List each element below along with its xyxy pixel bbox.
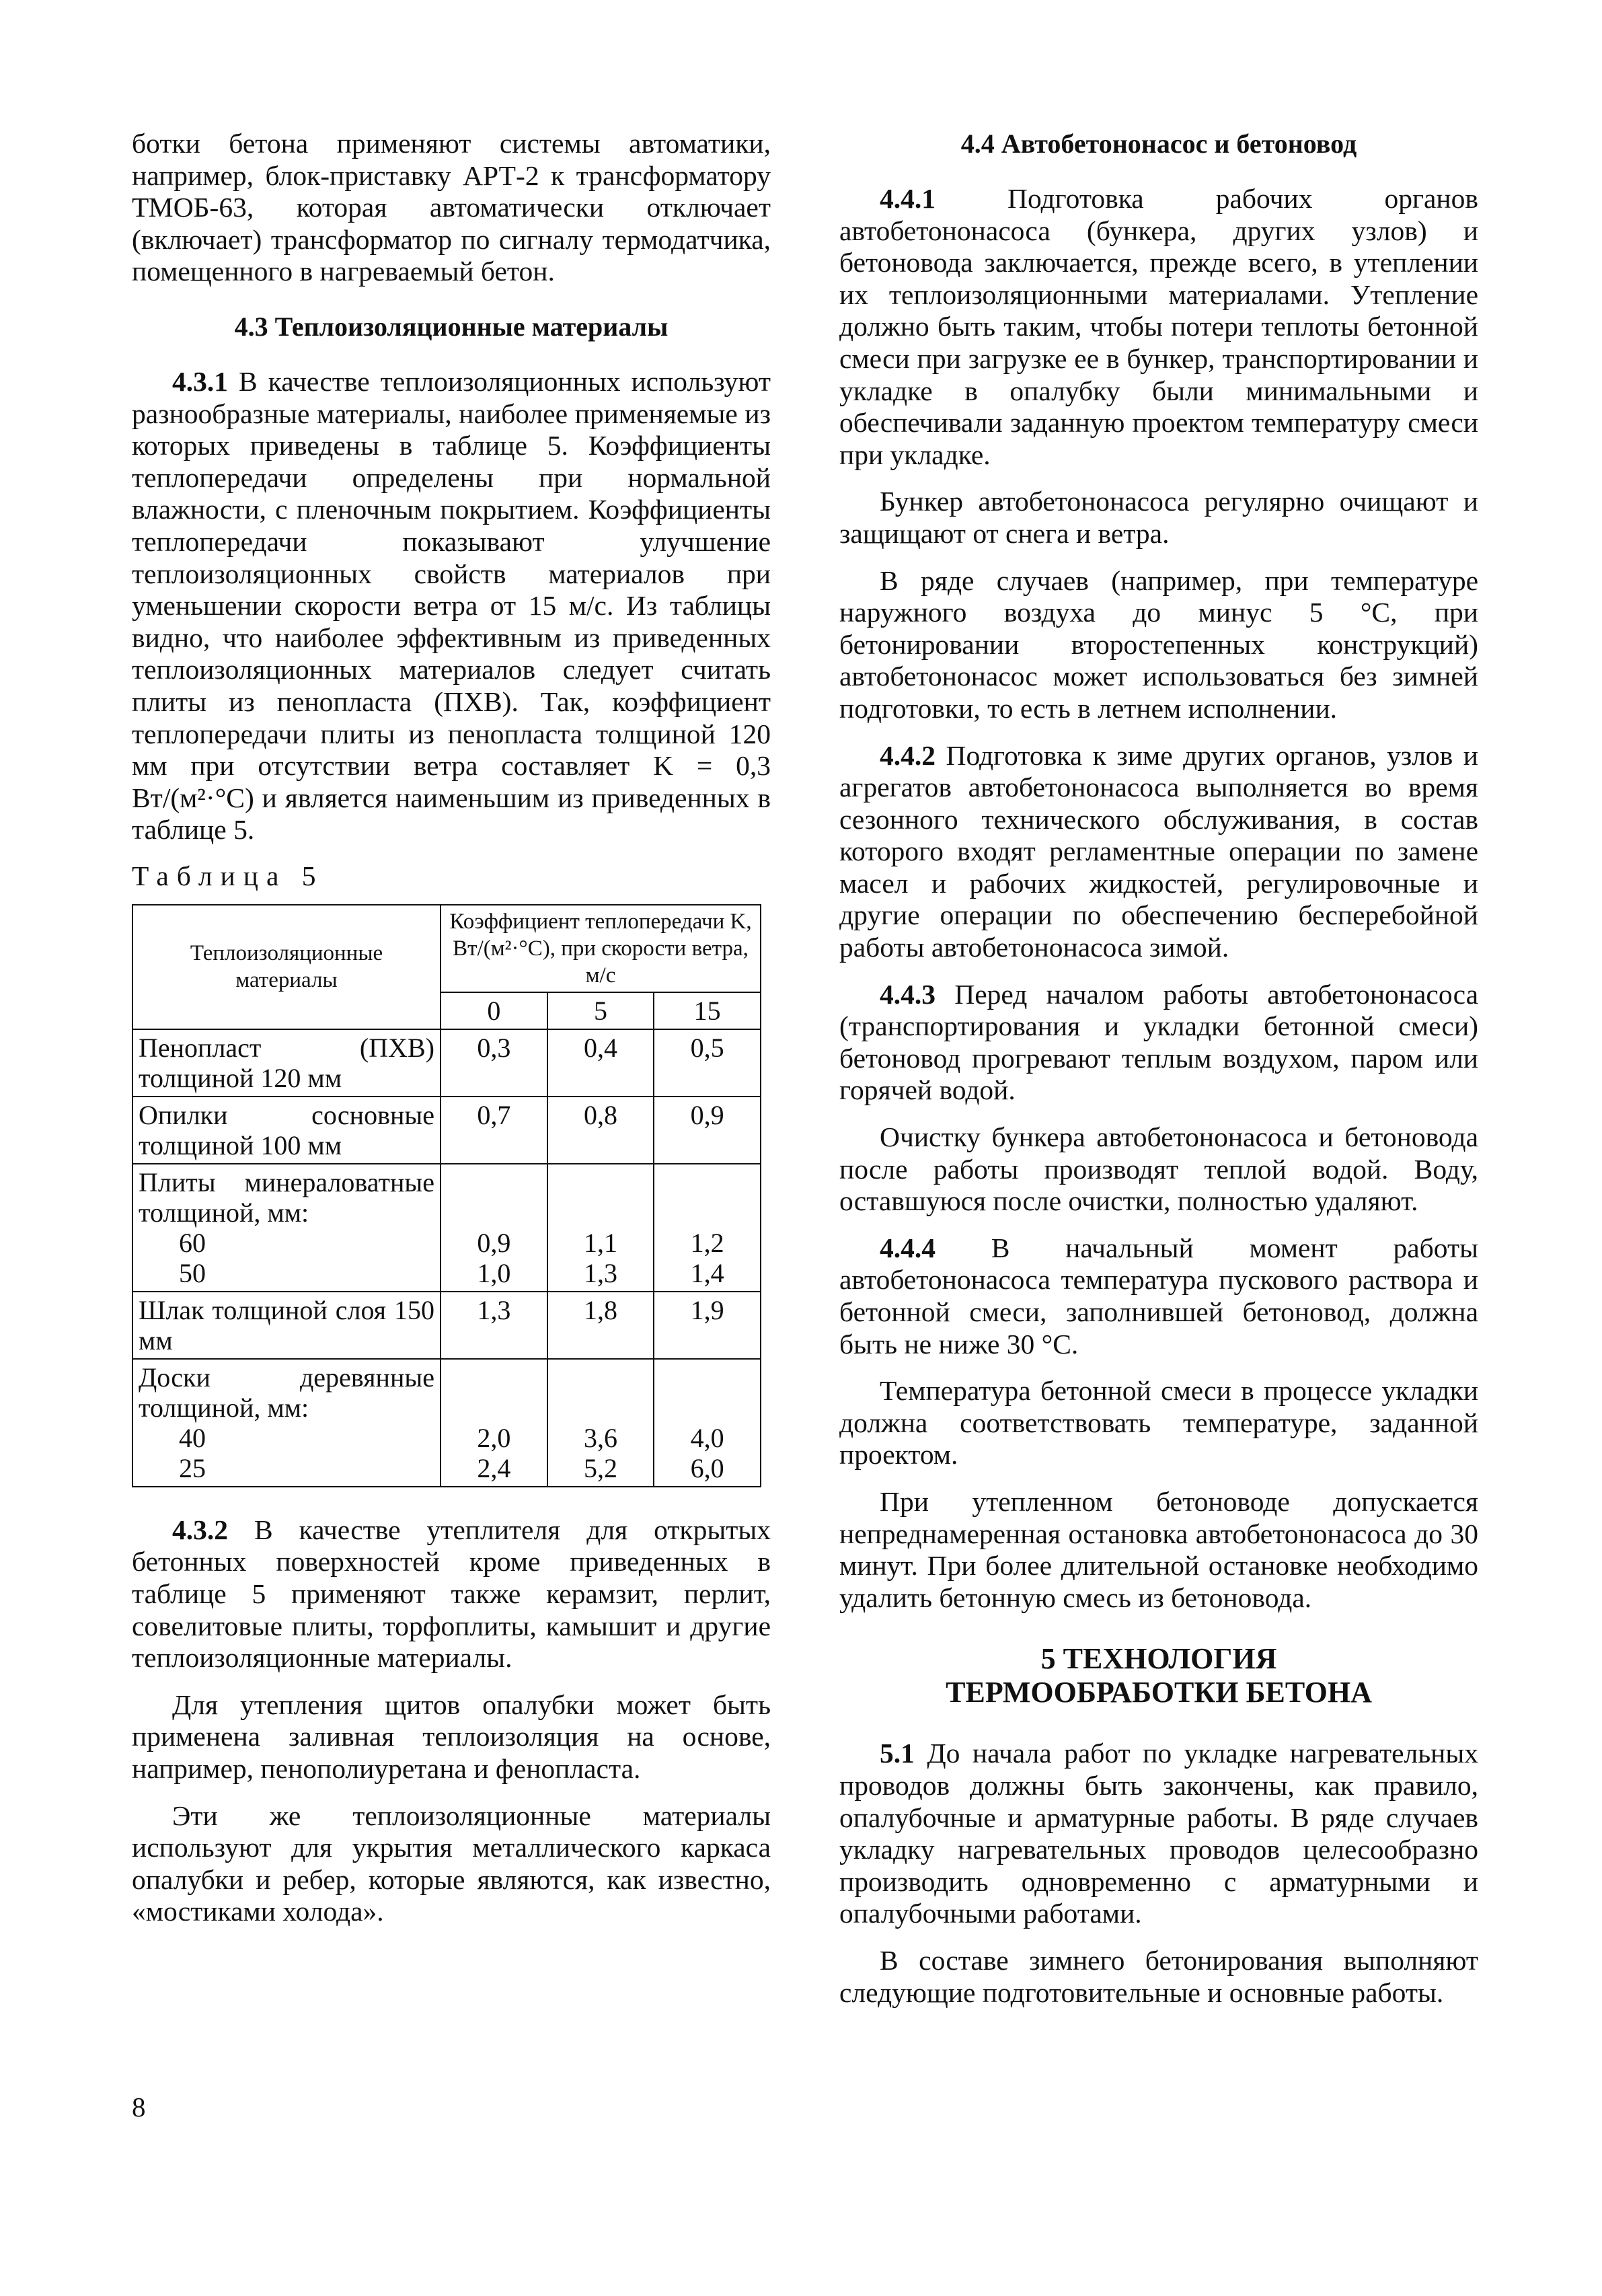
clause-text: В качестве утеплителя для открытых бетонных поверхностей кроме приведенных в таблице 5 применяют также керамзит, перлит, совелитовые плиты, торфоплиты, камышит и другие теплоизоляционные материалы. (132, 1514, 771, 1674)
material-name: Плиты минераловатные толщиной, мм: (139, 1166, 434, 1228)
clause-text: Перед началом работы автобетононасоса (транспортирования и укладки бетонной смеси) бетоновод прогревают теплым воздухом, паром или горячей водой. (839, 978, 1478, 1106)
value-15: 4,0 6,0 (654, 1359, 761, 1487)
thickness-value: 60 (179, 1227, 206, 1258)
clause-text: В начальный момент работы автобетононасоса температура пускового раствора и бетонной смеси, заполнившей бетоновод, должна быть не ниже 30 °С. (839, 1232, 1478, 1360)
value-0: 1,3 (441, 1292, 547, 1359)
material-cell: Шлак толщиной слоя 150 мм (132, 1292, 441, 1359)
paragraph-cleaning: Очистку бункера автобетононасоса и бетоновода после работы производят теплой водой. Воду, оставшуюся после очистки, полностью удаляют. (839, 1121, 1478, 1217)
paragraph-winter-works: В составе зимнего бетонирования выполняют следующие подготовительные и основные работы. (839, 1944, 1478, 2008)
paragraph-4-4-3 (839, 979, 1478, 1107)
speed-5: 5 (547, 992, 654, 1029)
material-cell (132, 1359, 441, 1487)
thickness-value: 50 (179, 1257, 206, 1288)
section-heading-4-3: 4.3 Теплоизоляционные материалы (234, 311, 669, 342)
value-5: 1,8 (547, 1292, 654, 1359)
left-column (132, 128, 771, 1928)
chapter-heading-5-line2: ТЕРМООБРАБОТКИ БЕТОНА (946, 1676, 1372, 1709)
value-15: 1,9 (654, 1292, 761, 1359)
paragraph-4-3-2 (132, 1514, 771, 1674)
table-row (132, 1164, 761, 1292)
thickness-value: 40 (179, 1422, 206, 1453)
paragraph-temperature: Температура бетонной смеси в процессе укладки должна соответствовать температуре, заданной проектом. (839, 1375, 1478, 1471)
clause-number: 4.3.2 (172, 1514, 228, 1545)
value-5: 1,1 1,3 (547, 1164, 654, 1292)
clause-number: 5.1 (880, 1738, 915, 1769)
paragraph-continuation: ботки бетона применяют системы автоматики, например, блок-приставку АРТ-2 к трансформатору ТМОБ-63, которая автоматически отключает (включает) трансформатор по сигналу термодатчика, помещенного в нагреваемый бетон. (132, 128, 771, 287)
speed-0: 0 (441, 992, 547, 1029)
header-coefficient: Коэффициент теплопередачи K, Вт/(м²·°С), при скорости ветра, м/с (441, 905, 761, 992)
chapter-heading-5-line1: 5 ТЕХНОЛОГИЯ (1040, 1642, 1277, 1676)
value-5: 0,8 (547, 1097, 654, 1164)
paragraph-cold-bridges: Эти же теплоизоляционные материалы используют для укрытия металлического каркаса опалубки и ребер, которые являются, как известно, «мостиками холода». (132, 1800, 771, 1927)
paragraph-formwork: Для утепления щитов опалубки может быть применена заливная теплоизоляция на основе, например, пенополиуретана и фенопласта. (132, 1689, 771, 1785)
value-0: 2,0 2,4 (441, 1359, 547, 1487)
page-number: 8 (132, 2091, 146, 2122)
speed-15: 15 (654, 992, 761, 1029)
clause-text: Подготовка рабочих органов автобетононасоса (бункера, других узлов) и бетоновода заключается, прежде всего, в утеплении их теплоизоляционными материалами. Утепление должно быть таким, чтобы потери теплоты бетонной смеси при загрузке ее в бункер, транспортировании и укладке в опалубку были минимальными и обеспечивали заданную проектом температуру смеси при укладке. (839, 183, 1478, 470)
value-5: 0,4 (547, 1029, 654, 1097)
paragraph-5-1 (839, 1738, 1478, 1930)
paragraph-4-4-4 (839, 1232, 1478, 1360)
paragraph-bunker: Бункер автобетононасоса регулярно очищают и защищают от снега и ветра. (839, 486, 1478, 549)
table-row (132, 1029, 761, 1097)
value-0: 0,9 1,0 (441, 1164, 547, 1292)
paragraph-cases: В ряде случаев (например, при температуре наружного воздуха до минус 5 °С, при бетонировании второстепенных конструкций) автобетононасос может использоваться без зимней подготовки, то есть в летнем исполнении. (839, 564, 1478, 724)
value-5: 3,6 5,2 (547, 1359, 654, 1487)
clause-text: Подготовка к зиме других органов, узлов и агрегатов автобетононасоса выполняется во время сезонного технического обслуживания, в состав которого входят регламентные операции по замене масел и рабочих жидкостей, регулировочные и другие операции по обеспечению бесперебойной работы автобетононасоса зимой. (839, 739, 1478, 963)
clause-number: 4.4.1 (880, 183, 936, 214)
paragraph-4-4-1 (839, 183, 1478, 471)
clause-text: До начала работ по укладке нагревательных проводов должны быть закончены, как правило, опалубочные и арматурные работы. В ряде случаев укладку нагревательных проводов целесообразно производить одновременно с арматурными и опалубочными работами. (839, 1738, 1478, 1929)
material-cell (132, 1164, 441, 1292)
paragraph-4-3-1 (132, 366, 771, 846)
clause-number: 4.4.4 (880, 1232, 936, 1263)
material-cell: Пенопласт (ПХВ) толщиной 120 мм (132, 1029, 441, 1097)
value-15: 0,9 (654, 1097, 761, 1164)
table-row (132, 1097, 761, 1164)
value-15: 1,2 1,4 (654, 1164, 761, 1292)
material-cell: Опилки сосновные толщиной 100 мм (132, 1097, 441, 1164)
value-0: 0,7 (441, 1097, 547, 1164)
paragraph-stoppage: При утепленном бетоноводе допускается непреднамеренная остановка автобетононасоса до 30 минут. При более длительной остановке необходимо удалить бетонную смесь из бетоновода. (839, 1485, 1478, 1613)
clause-text: В качестве теплоизоляционных используют разнообразные материалы, наиболее применяемые из которых приведены в таблице 5. Коэффициенты теплопередачи определены при нормальной влажности, с пленочным покрытием. Коэффициенты теплопередачи показывают улучшение теплоизоляционных свойств материалов при уменьшении скорости ветра от 15 м/с. Из таблицы видно, что наиболее эффективным из приведенных теплоизоляционных материалов следует считать плиты из пенопласта (ПХВ). Так, коэффициент теплопередачи плиты из пенопласта толщиной 120 мм при отсутствии ветра составляет K = 0,3 Вт/(м²·°С) и является наименьшим из приведенных в таблице 5. (132, 365, 771, 846)
clause-number: 4.4.2 (880, 739, 936, 771)
material-name: Доски деревянные толщиной, мм: (139, 1362, 434, 1423)
value-15: 0,5 (654, 1029, 761, 1097)
table-row (132, 1359, 761, 1487)
paragraph-4-4-2 (839, 740, 1478, 964)
value-0: 0,3 (441, 1029, 547, 1097)
table-5 (132, 904, 761, 1487)
right-column (839, 128, 1478, 2009)
clause-number: 4.4.3 (880, 978, 936, 1010)
table-row (132, 1292, 761, 1359)
clause-number: 4.3.1 (172, 365, 228, 397)
table-header-row (132, 905, 761, 992)
header-materials: Теплоизоляционные материалы (132, 905, 441, 1029)
section-heading-4-4: 4.4 Автобетононасос и бетоновод (960, 128, 1357, 159)
table-caption: Таблица 5 (132, 860, 324, 891)
thickness-value: 25 (179, 1452, 206, 1483)
